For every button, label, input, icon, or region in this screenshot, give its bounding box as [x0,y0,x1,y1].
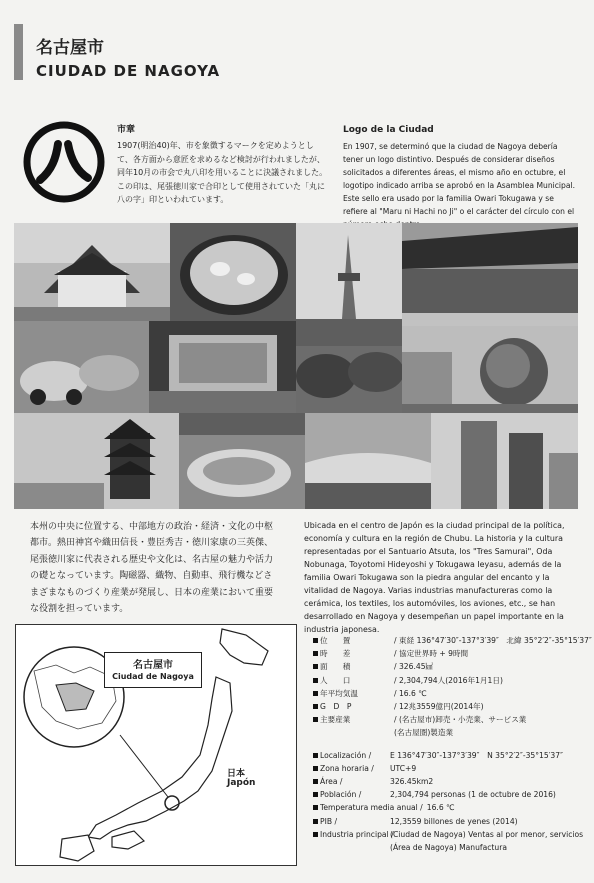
map-city-label-jp: 名古屋市 [133,660,173,671]
vintage-cars-photo [14,321,149,413]
emblem-text-jp: 1907(明治40)年、市を象徴するマークを定めようとして、各方面から意匠を求めるなど検討が行われましたが、同年10月の市会で丸八印を用いることに決議されました。この印は、尾張徳川家で合印として使用されていた「丸に八の字」印といわれています。 [117,141,328,205]
fact-row-es: Zona horaria / UTC+9 [313,762,583,775]
city-facts [313,634,592,854]
map-city-label [104,652,202,688]
fact-row-jp: G D P / 12兆3559億円(2014年) [313,700,583,713]
title-accent-bar [14,24,23,80]
emblem-heading-es: Logo de la Ciudad [343,125,434,135]
fact-row-jp: (名古屋圏)製造業 [394,728,454,738]
fact-row-es: PIB / 12,3559 billones de yenes (2014) [313,814,583,827]
intro-text-jp: 本州の中央に位置する、中部地方の政治・経済・文化の中枢都市。熱田神宮や織田信長・豊臣秀吉・徳川家康の三英傑、尾張徳川家に代表される歴史や文化は、名古屋の魅力や活力の礎となっています。陶磁器、織物、自動車、飛行機などさまざまなものづくり産業が発展し、日本の産業において重要な役割を担っています。 [30,522,274,615]
pagoda-photo [14,413,179,509]
fact-row-jp: 人 口 / 2,304,794人(2016年1月1日) [313,674,583,687]
miso-nikomi-udon-photo [170,223,296,321]
emblem-heading-jp: 市章 [117,125,136,135]
nagoya-castle-photo [14,223,170,321]
oasis21-photo [179,413,305,509]
fact-row-es: Población / 2,304,794 personas (1 de octubre de 2016) [313,788,583,801]
fact-row-jp: 主要産業 / (名古屋市)卸売・小売業、サービス業 [313,713,583,726]
fact-row-jp: 面 積 / 326.45㎢ [313,660,583,673]
fact-row-es: Área / 326.45km2 [313,775,583,788]
map-country-label-jp: 日本 [227,769,246,779]
nagoya-tv-tower-photo [296,223,402,346]
page-title-es: CIUDAD DE NAGOYA [36,62,221,80]
fact-row-jp: 時 差 / 協定世界時 + 9時間 [313,647,583,660]
page-title-jp: 名古屋市 [36,38,104,58]
station-towers-photo [431,413,578,509]
fact-row-es: Temperatura media anual / 16.6 ℃ [313,801,583,814]
map-city-label-es: Ciudad de Nagoya [112,672,194,681]
honmaru-palace-interior-photo [149,321,296,413]
emblem-text-es: En 1907, se determinó que la ciudad de Nagoya debería tener un logo distintivo. Después de considerar diseños solicitados a diferentes áreas, el mismo año en octubre, el logotipo indicado arriba se aprobó en la Asamblea Municipal. Este sello era usado por la familia Owari Tokugawa y se refiere al "Maru ni Hachi no Ji" o el carácter del círculo con el [343,142,576,216]
oasis-trees-photo [296,346,402,413]
map-country-label-es: Japón [227,778,256,788]
historic-street-photo [402,223,578,326]
intro-text-es: Ubicada en el centro de Japón es la ciudad principal de la política, economía y cultura en la región de Chubu. La historia y la cultura representadas por el Santuario Atsuta, los "Tres Samurai", Oda Nobunaga, Toyotomi Hideyoshi y Tokugawa Ieyasu, además de la familia Owari Tokugawa son la piedra angular del encanto y la vitalidad de Nagoya. Varias industrias manufactureras como la cerámica, los textiles, los automóviles, los aviones, etc., se han desarrollado en Nagoya y desempeñan un papel importante en la industria japonesa. [304,521,565,634]
maruhachi-emblem-icon [22,120,106,204]
aquarium-photo [305,413,431,509]
fact-row-es: (Área de Nagoya) Manufactura [390,842,507,852]
science-museum-photo [402,326,578,413]
fact-row-es: Localización / E 136°47′30″-137°3′39″ N 35°2′2″-35°15′37″ [313,749,583,762]
fact-row-jp: 位 置 / 東経 136°47′30″-137°3′39″ 北緯 35°2′2″-35°15′37″ [313,634,583,647]
fact-row-jp: 年平均気温 / 16.6 ℃ [313,687,583,700]
fact-row-es: Industria principal / (Ciudad de Nagoya) Ventas al por menor, servicios [313,828,583,841]
emblem-description-jp [117,124,329,206]
emblem-description-es [343,124,579,231]
